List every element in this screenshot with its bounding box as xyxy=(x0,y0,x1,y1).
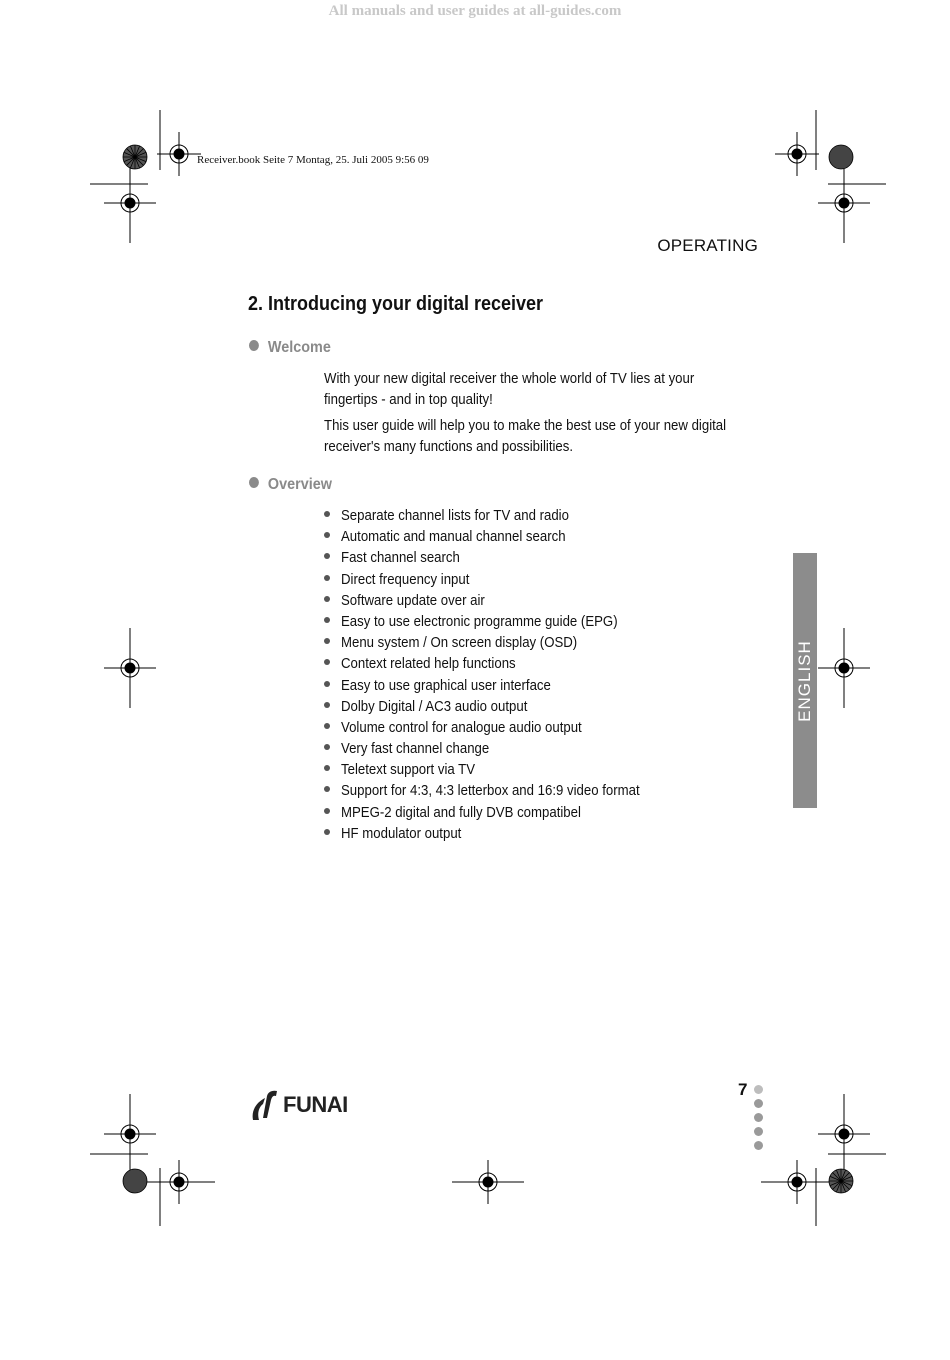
bullet-icon xyxy=(324,596,330,602)
welcome-paragraph-2: This user guide will help you to make the best use of your new digital receiver's many functions and possibilities. xyxy=(324,417,727,455)
bullet-icon xyxy=(324,681,330,687)
list-item: Software update over air xyxy=(324,590,680,611)
print-slug: Receiver.book Seite 7 Montag, 25. Juli 2005 9:56 09 xyxy=(197,154,429,166)
dot-icon xyxy=(754,1099,763,1108)
bullet-icon xyxy=(324,786,330,792)
bullet-icon xyxy=(324,575,330,581)
section-label: OPERATING xyxy=(657,236,758,255)
bullet-icon xyxy=(324,808,330,814)
bullet-icon xyxy=(324,723,330,729)
funai-logo-icon xyxy=(249,1088,279,1122)
list-item: Teletext support via TV xyxy=(324,759,680,780)
bullet-icon xyxy=(324,744,330,750)
dot-icon xyxy=(754,1141,763,1150)
list-item: Dolby Digital / AC3 audio output xyxy=(324,696,680,717)
bullet-icon xyxy=(324,638,330,644)
list-item: MPEG-2 digital and fully DVB compatibel xyxy=(324,802,680,823)
page-dots-decoration xyxy=(754,1085,763,1155)
overview-heading: Overview xyxy=(249,476,332,494)
list-item: Context related help functions xyxy=(324,653,680,674)
language-tab xyxy=(793,553,817,808)
list-item: Direct frequency input xyxy=(324,569,680,590)
bullet-icon xyxy=(324,765,330,771)
bullet-icon xyxy=(249,340,259,351)
list-item: Separate channel lists for TV and radio xyxy=(324,505,680,526)
page-title: 2. Introducing your digital receiver xyxy=(248,293,544,315)
bullet-icon xyxy=(324,617,330,623)
bullet-icon xyxy=(324,829,330,835)
list-item: Automatic and manual channel search xyxy=(324,526,680,547)
list-item: Fast channel search xyxy=(324,547,680,568)
bullet-icon xyxy=(324,553,330,559)
bullet-icon xyxy=(324,702,330,708)
list-item: Easy to use electronic programme guide (EPG) xyxy=(324,611,680,632)
page-number: 7 xyxy=(738,1080,748,1099)
welcome-paragraph-1: With your new digital receiver the whole world of TV lies at your fingertips - and in top quality! xyxy=(324,370,695,408)
welcome-heading: Welcome xyxy=(249,339,331,357)
brand-name: FUNAI xyxy=(283,1092,348,1117)
brand-logo xyxy=(249,1088,348,1122)
feature-list xyxy=(324,505,680,844)
list-item: Very fast channel change xyxy=(324,738,680,759)
bullet-icon xyxy=(249,477,259,488)
list-item: Menu system / On screen display (OSD) xyxy=(324,632,680,653)
list-item: HF modulator output xyxy=(324,823,680,844)
language-tab-label: ENGLISH xyxy=(795,639,814,722)
list-item: Support for 4:3, 4:3 letterbox and 16:9 video format xyxy=(324,780,680,801)
bullet-icon xyxy=(324,532,330,538)
dot-icon xyxy=(754,1085,763,1094)
list-item: Volume control for analogue audio output xyxy=(324,717,680,738)
watermark: All manuals and user guides at all-guides.com xyxy=(328,3,622,19)
bullet-icon xyxy=(324,511,330,517)
bullet-icon xyxy=(324,659,330,665)
dot-icon xyxy=(754,1113,763,1122)
list-item: Easy to use graphical user interface xyxy=(324,675,680,696)
dot-icon xyxy=(754,1127,763,1136)
